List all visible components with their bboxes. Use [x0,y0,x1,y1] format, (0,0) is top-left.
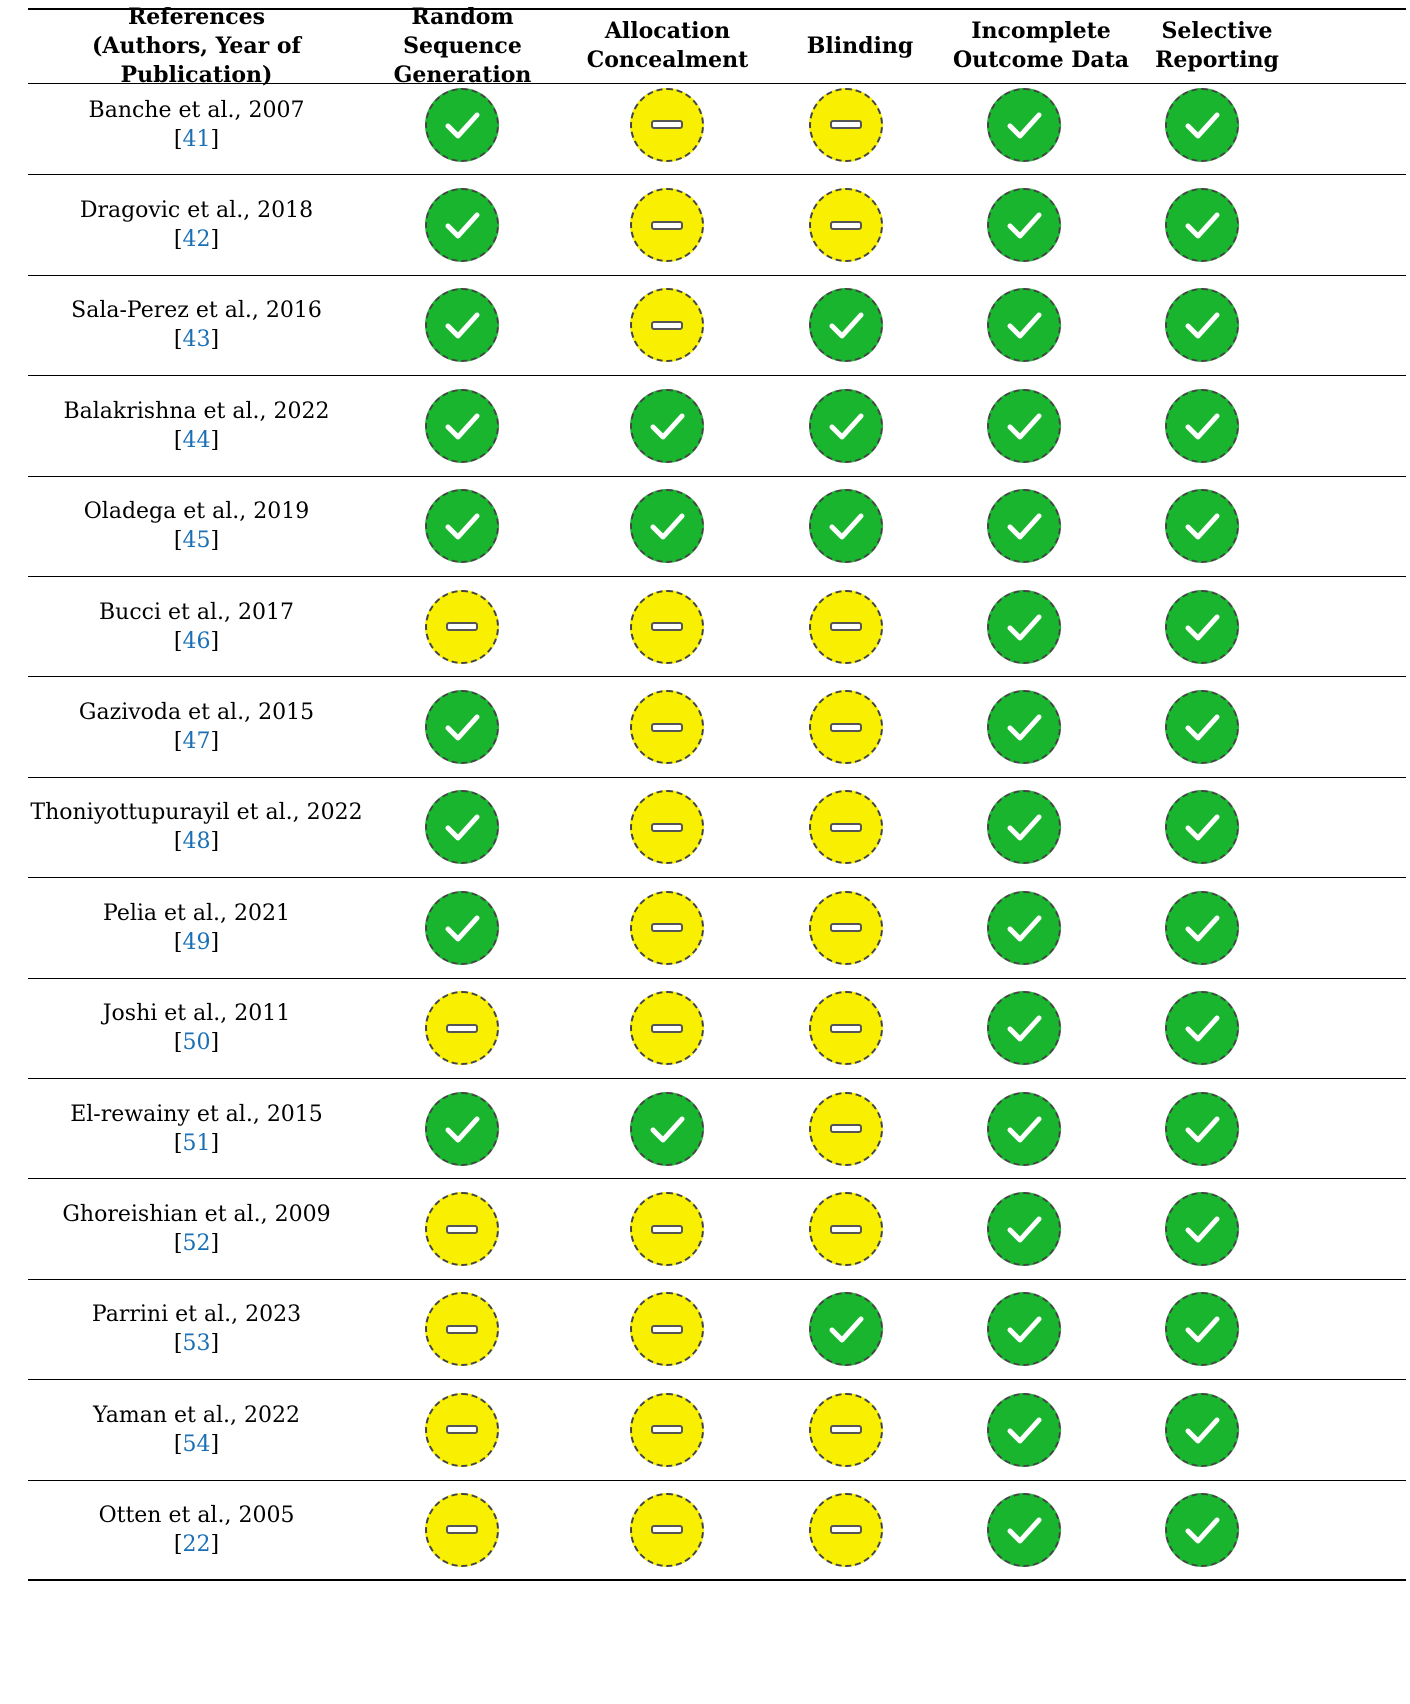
table-row [28,276,1406,376]
rating-cell [1122,1280,1282,1379]
check-icon [425,288,499,362]
check-icon [1165,489,1239,563]
reference-author-year: Bucci et al., 2017 [99,599,294,625]
minus-icon [809,1092,883,1166]
rating-cell [587,376,747,475]
rating-cell [587,677,747,776]
check-icon [987,690,1061,764]
rating-cell [766,1079,926,1178]
rating-cell [382,1481,542,1579]
check-icon [425,88,499,162]
rating-cell [1122,1481,1282,1579]
rating-cell [382,376,542,475]
table-row [28,477,1406,577]
rating-cell [382,677,542,776]
minus-icon [809,1393,883,1467]
check-icon [1165,1292,1239,1366]
rating-cell [382,477,542,576]
rating-cell [587,577,747,676]
table-row [28,577,1406,677]
check-icon [987,489,1061,563]
reference-author-year: Pelia et al., 2021 [103,900,290,926]
rating-cell [1122,75,1282,174]
citation-link[interactable]: 48 [182,829,211,855]
check-icon [1165,1393,1239,1467]
minus-icon [630,188,704,262]
rating-cell [766,878,926,977]
minus-icon [425,1493,499,1567]
header-selective-reporting: Selective Reporting [1155,18,1279,73]
rating-cell [587,75,747,174]
check-icon [1165,389,1239,463]
reference-cell [28,276,365,375]
check-icon [425,790,499,864]
check-icon [630,489,704,563]
rating-cell [1122,1179,1282,1278]
reference-citation: [53] [173,1331,220,1357]
rating-cell [766,677,926,776]
citation-link[interactable]: 50 [182,1030,211,1056]
rating-cell [944,1481,1104,1579]
rating-cell [944,1280,1104,1379]
rating-cell [1122,979,1282,1078]
minus-icon [630,288,704,362]
reference-citation: [48] [173,829,220,855]
minus-icon [425,1192,499,1266]
minus-icon [809,188,883,262]
rating-cell [944,175,1104,274]
citation-link[interactable]: 52 [182,1231,211,1257]
reference-cell [28,1481,365,1579]
minus-icon [425,1393,499,1467]
check-icon [987,88,1061,162]
table-header [28,3,1406,88]
check-icon [1165,288,1239,362]
check-icon [987,188,1061,262]
citation-link[interactable]: 53 [182,1331,211,1357]
rating-cell [766,778,926,877]
rating-cell [944,477,1104,576]
table-row [28,878,1406,978]
citation-link[interactable]: 22 [182,1531,211,1557]
minus-icon [630,1292,704,1366]
rating-cell [382,1280,542,1379]
minus-icon [809,690,883,764]
minus-icon [425,991,499,1065]
header-random-sequence: Random Sequence Generation [393,3,532,88]
rating-cell [944,1380,1104,1479]
reference-citation: [51] [173,1130,220,1156]
rating-cell [587,1280,747,1379]
table-row [28,376,1406,476]
reference-cell [28,778,365,877]
check-icon [1165,1192,1239,1266]
rating-cell [1122,477,1282,576]
rating-cell [587,778,747,877]
rating-cell [1122,1380,1282,1479]
header-incomplete-outcome: Incomplete Outcome Data [952,18,1130,73]
reference-cell [28,1280,365,1379]
rating-cell [382,1079,542,1178]
minus-icon [630,690,704,764]
reference-author-year: Otten et al., 2005 [98,1502,295,1528]
rating-cell [1122,276,1282,375]
reference-citation: [46] [173,628,220,654]
rating-cell [382,75,542,174]
table-row [28,1280,1406,1380]
rating-cell [766,276,926,375]
check-icon [987,991,1061,1065]
reference-citation: [47] [173,729,220,755]
reference-author-year: Yaman et al., 2022 [92,1402,301,1428]
reference-citation: [50] [173,1030,220,1056]
reference-cell [28,979,365,1078]
minus-icon [630,1493,704,1567]
rating-cell [944,878,1104,977]
reference-author-year: Gazivoda et al., 2015 [78,700,315,726]
check-icon [1165,690,1239,764]
check-icon [809,1292,883,1366]
reference-cell [28,1079,365,1178]
check-icon [425,489,499,563]
check-icon [987,1292,1061,1366]
rating-cell [587,1079,747,1178]
reference-author-year: Banche et al., 2007 [88,97,305,123]
table-row [28,677,1406,777]
minus-icon [809,790,883,864]
citation-link[interactable]: 49 [182,929,211,955]
table-row [28,1481,1406,1581]
minus-icon [630,88,704,162]
check-icon [987,590,1061,664]
citation-link[interactable]: 45 [182,528,211,554]
reference-author-year: Sala-Perez et al., 2016 [71,298,322,324]
table-row [28,1380,1406,1480]
check-icon [987,288,1061,362]
rating-cell [944,677,1104,776]
reference-citation: [54] [173,1431,220,1457]
rating-cell [766,1380,926,1479]
minus-icon [809,991,883,1065]
rating-cell [587,979,747,1078]
rating-cell [382,778,542,877]
minus-icon [809,1493,883,1567]
rating-cell [1122,175,1282,274]
rating-cell [382,979,542,1078]
rating-cell [766,577,926,676]
reference-author-year: Dragovic et al., 2018 [79,198,314,224]
rating-cell [944,1079,1104,1178]
rating-cell [944,778,1104,877]
reference-cell [28,677,365,776]
reference-author-year: Parrini et al., 2023 [91,1302,302,1328]
check-icon [1165,590,1239,664]
minus-icon [425,1292,499,1366]
check-icon [987,891,1061,965]
rating-cell [944,75,1104,174]
rating-cell [1122,778,1282,877]
reference-cell [28,477,365,576]
minus-icon [809,891,883,965]
minus-icon [630,991,704,1065]
check-icon [1165,1092,1239,1166]
rating-cell [382,175,542,274]
table-row [28,175,1406,275]
check-icon [1165,891,1239,965]
citation-link[interactable]: 51 [182,1130,211,1156]
rating-cell [766,75,926,174]
header-references: References (Authors, Year of Publication) [91,3,302,88]
citation-link[interactable]: 47 [182,729,211,755]
reference-author-year: Joshi et al., 2011 [102,1001,291,1027]
minus-icon [425,590,499,664]
rating-cell [587,175,747,274]
header-blinding: Blinding [806,32,914,59]
rating-cell [382,276,542,375]
reference-cell [28,1380,365,1479]
minus-icon [809,88,883,162]
rating-cell [944,1179,1104,1278]
citation-link[interactable]: 43 [182,327,211,353]
rating-cell [382,577,542,676]
citation-link[interactable]: 42 [182,227,211,253]
rating-cell [382,878,542,977]
rating-cell [382,1380,542,1479]
check-icon [425,891,499,965]
minus-icon [630,891,704,965]
rating-cell [1122,577,1282,676]
reference-citation: [52] [173,1231,220,1257]
reference-author-year: Balakrishna et al., 2022 [63,398,330,424]
rating-cell [587,878,747,977]
table-row [28,778,1406,878]
minus-icon [630,1192,704,1266]
check-icon [1165,991,1239,1065]
table-row [28,1079,1406,1179]
citation-link[interactable]: 41 [182,126,211,152]
reference-citation: [44] [173,427,220,453]
reference-cell [28,175,365,274]
check-icon [425,690,499,764]
reference-cell [28,577,365,676]
reference-citation: [45] [173,528,220,554]
check-icon [1165,790,1239,864]
citation-link[interactable]: 54 [182,1431,211,1457]
check-icon [1165,188,1239,262]
check-icon [987,1393,1061,1467]
reference-author-year: Oladega et al., 2019 [83,499,310,525]
rating-cell [944,276,1104,375]
check-icon [809,288,883,362]
rating-cell [587,1380,747,1479]
reference-author-year: El-rewainy et al., 2015 [70,1101,323,1127]
check-icon [987,1493,1061,1567]
rating-cell [766,1481,926,1579]
rating-cell [766,1280,926,1379]
rating-cell [1122,878,1282,977]
rating-cell [382,1179,542,1278]
reference-citation: [42] [173,227,220,253]
reference-cell [28,75,365,174]
reference-citation: [49] [173,929,220,955]
reference-citation: [22] [173,1531,220,1557]
rating-cell [944,577,1104,676]
check-icon [987,790,1061,864]
rating-cell [766,175,926,274]
rating-cell [587,1481,747,1579]
citation-link[interactable]: 46 [182,628,211,654]
top-rule [28,8,1406,10]
header-allocation-concealment: Allocation Concealment [586,18,749,73]
reference-author-year: Ghoreishian et al., 2009 [62,1202,331,1228]
rating-cell [766,477,926,576]
check-icon [987,1192,1061,1266]
rating-cell [766,979,926,1078]
minus-icon [809,590,883,664]
check-icon [987,1092,1061,1166]
check-icon [1165,1493,1239,1567]
check-icon [809,389,883,463]
check-icon [630,389,704,463]
citation-link[interactable]: 44 [182,427,211,453]
rating-cell [766,1179,926,1278]
rating-cell [1122,677,1282,776]
rating-cell [766,376,926,475]
reference-cell [28,878,365,977]
table-row [28,75,1406,175]
check-icon [630,1092,704,1166]
check-icon [809,489,883,563]
reference-citation: [41] [173,126,220,152]
rating-cell [1122,376,1282,475]
rating-cell [1122,1079,1282,1178]
minus-icon [630,590,704,664]
reference-citation: [43] [173,327,220,353]
table-row [28,1179,1406,1279]
rating-cell [944,376,1104,475]
reference-cell [28,376,365,475]
reference-author-year: Thoniyottupurayil et al., 2022 [30,800,363,826]
check-icon [425,188,499,262]
minus-icon [630,790,704,864]
reference-cell [28,1179,365,1278]
table-row [28,979,1406,1079]
rating-cell [587,276,747,375]
rating-cell [944,979,1104,1078]
minus-icon [630,1393,704,1467]
check-icon [425,1092,499,1166]
check-icon [987,389,1061,463]
check-icon [1165,88,1239,162]
rating-cell [587,477,747,576]
rating-cell [587,1179,747,1278]
check-icon [425,389,499,463]
minus-icon [809,1192,883,1266]
